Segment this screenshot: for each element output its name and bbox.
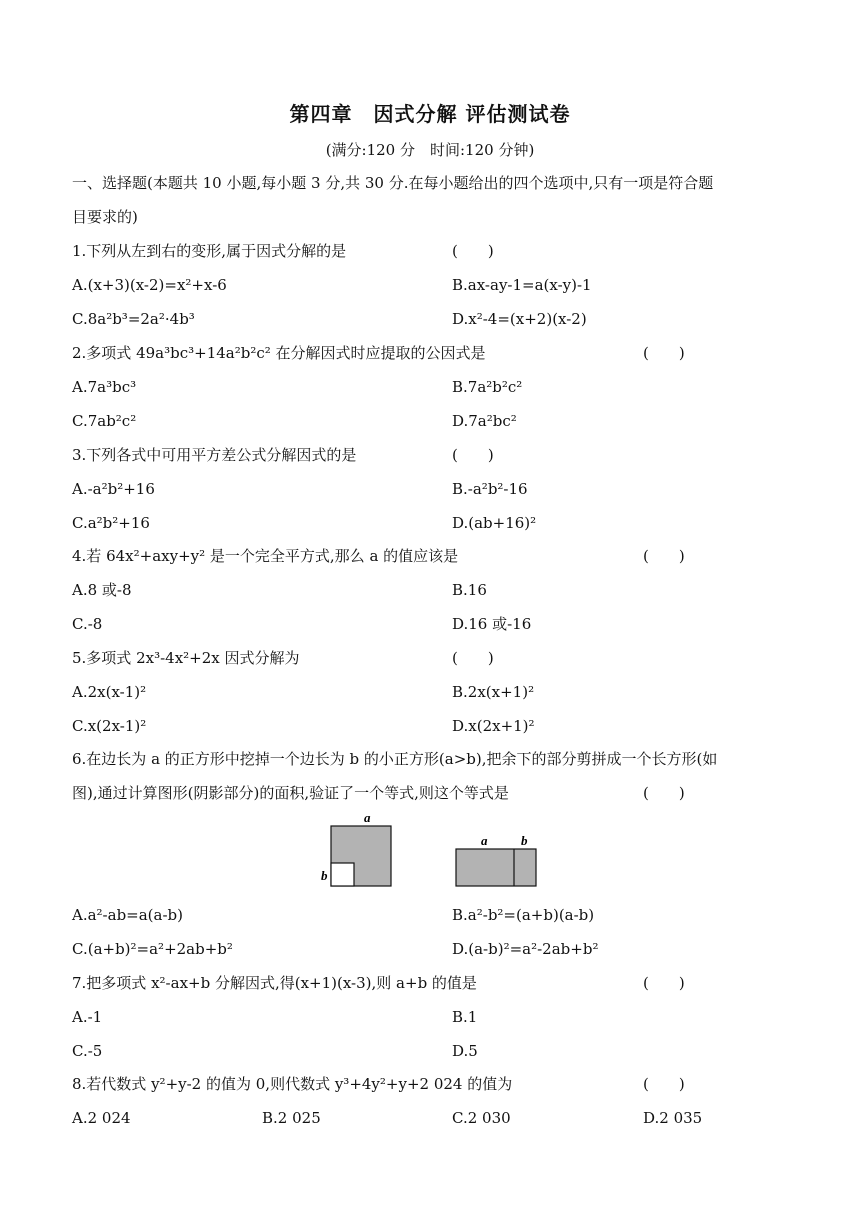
q6-option-b: B.a²-b²=(a+b)(a-b): [452, 906, 595, 924]
answer-bracket: ( ): [643, 1075, 685, 1093]
q8-option-a: A.2 024: [72, 1109, 131, 1127]
q2-option-c: C.7ab²c²: [72, 412, 137, 430]
q4-option-b: B.16: [452, 581, 487, 599]
section-heading: 一、选择题(本题共 10 小题,每小题 3 分,共 30 分.在每小题给出的四个选项中,只有一项是符合题: [72, 174, 714, 192]
figure-label-b: b: [521, 833, 528, 848]
figure-label-a: a: [364, 810, 371, 825]
figure-label-b: b: [321, 868, 328, 883]
q5-option-d: D.x(2x+1)²: [452, 717, 535, 735]
q8-option-c: C.2 030: [452, 1109, 511, 1127]
question-6-figure: [312, 808, 552, 890]
q2-option-b: B.7a²b²c²: [452, 378, 523, 396]
question-4-stem: 4.若 64x²+axy+y² 是一个完全平方式,那么 a 的值应该是: [72, 547, 459, 565]
q6-option-d: D.(a-b)²=a²-2ab+b²: [452, 940, 599, 958]
question-6-stem-cont: 图),通过计算图形(阴影部分)的面积,验证了一个等式,则这个等式是: [72, 784, 509, 802]
q1-option-c: C.8a²b³=2a²·4b³: [72, 310, 195, 328]
q4-option-c: C.-8: [72, 615, 103, 633]
q2-option-a: A.7a³bc³: [72, 378, 137, 396]
question-5-stem: 5.多项式 2x³-4x²+2x 因式分解为: [72, 649, 300, 667]
answer-bracket: ( ): [643, 784, 685, 802]
question-1-stem: 1.下列从左到右的变形,属于因式分解的是: [72, 242, 347, 260]
q7-option-a: A.-1: [72, 1008, 103, 1026]
page-subtitle: (满分:120 分 时间:120 分钟): [325, 141, 535, 159]
q4-option-d: D.16 或-16: [452, 615, 532, 633]
q1-option-d: D.x²-4=(x+2)(x-2): [452, 310, 587, 328]
question-6-stem: 6.在边长为 a 的正方形中挖掉一个边长为 b 的小正方形(a>b),把余下的部分剪拼成一个长方形(如: [72, 750, 718, 768]
rectangle-shaded: [456, 849, 536, 886]
q8-option-d: D.2 035: [643, 1109, 703, 1127]
q7-option-c: C.-5: [72, 1042, 103, 1060]
q6-option-a: A.a²-ab=a(a-b): [72, 906, 183, 924]
q7-option-b: B.1: [452, 1008, 478, 1026]
answer-bracket: ( ): [452, 649, 494, 667]
q5-option-b: B.2x(x+1)²: [452, 683, 535, 701]
q2-option-d: D.7a²bc²: [452, 412, 517, 430]
answer-bracket: ( ): [643, 974, 685, 992]
q4-option-a: A.8 或-8: [72, 581, 132, 599]
answer-bracket: ( ): [452, 242, 494, 260]
small-square-removed: [331, 863, 354, 886]
q3-option-c: C.a²b²+16: [72, 514, 150, 532]
question-3-stem: 3.下列各式中可用平方差公式分解因式的是: [72, 446, 357, 464]
q5-option-a: A.2x(x-1)²: [72, 683, 147, 701]
question-7-stem: 7.把多项式 x²-ax+b 分解因式,得(x+1)(x-3),则 a+b 的值是: [72, 974, 477, 992]
q1-option-b: B.ax-ay-1=a(x-y)-1: [452, 276, 592, 294]
q7-option-d: D.5: [452, 1042, 478, 1060]
q3-option-a: A.-a²b²+16: [72, 480, 155, 498]
q1-option-a: A.(x+3)(x-2)=x²+x-6: [72, 276, 227, 294]
q6-option-c: C.(a+b)²=a²+2ab+b²: [72, 940, 233, 958]
q3-option-b: B.-a²b²-16: [452, 480, 528, 498]
figure-label-a: a: [481, 833, 488, 848]
q3-option-d: D.(ab+16)²: [452, 514, 537, 532]
section-heading-cont: 目要求的): [72, 208, 138, 226]
answer-bracket: ( ): [643, 547, 685, 565]
question-2-stem: 2.多项式 49a³bc³+14a²b²c² 在分解因式时应提取的公因式是: [72, 344, 486, 362]
answer-bracket: ( ): [452, 446, 494, 464]
answer-bracket: ( ): [643, 344, 685, 362]
q8-option-b: B.2 025: [262, 1109, 321, 1127]
page-title: 第四章 因式分解 评估测试卷: [289, 102, 571, 126]
q5-option-c: C.x(2x-1)²: [72, 717, 147, 735]
question-8-stem: 8.若代数式 y²+y-2 的值为 0,则代数式 y³+4y²+y+2 024 的值为: [72, 1075, 513, 1093]
